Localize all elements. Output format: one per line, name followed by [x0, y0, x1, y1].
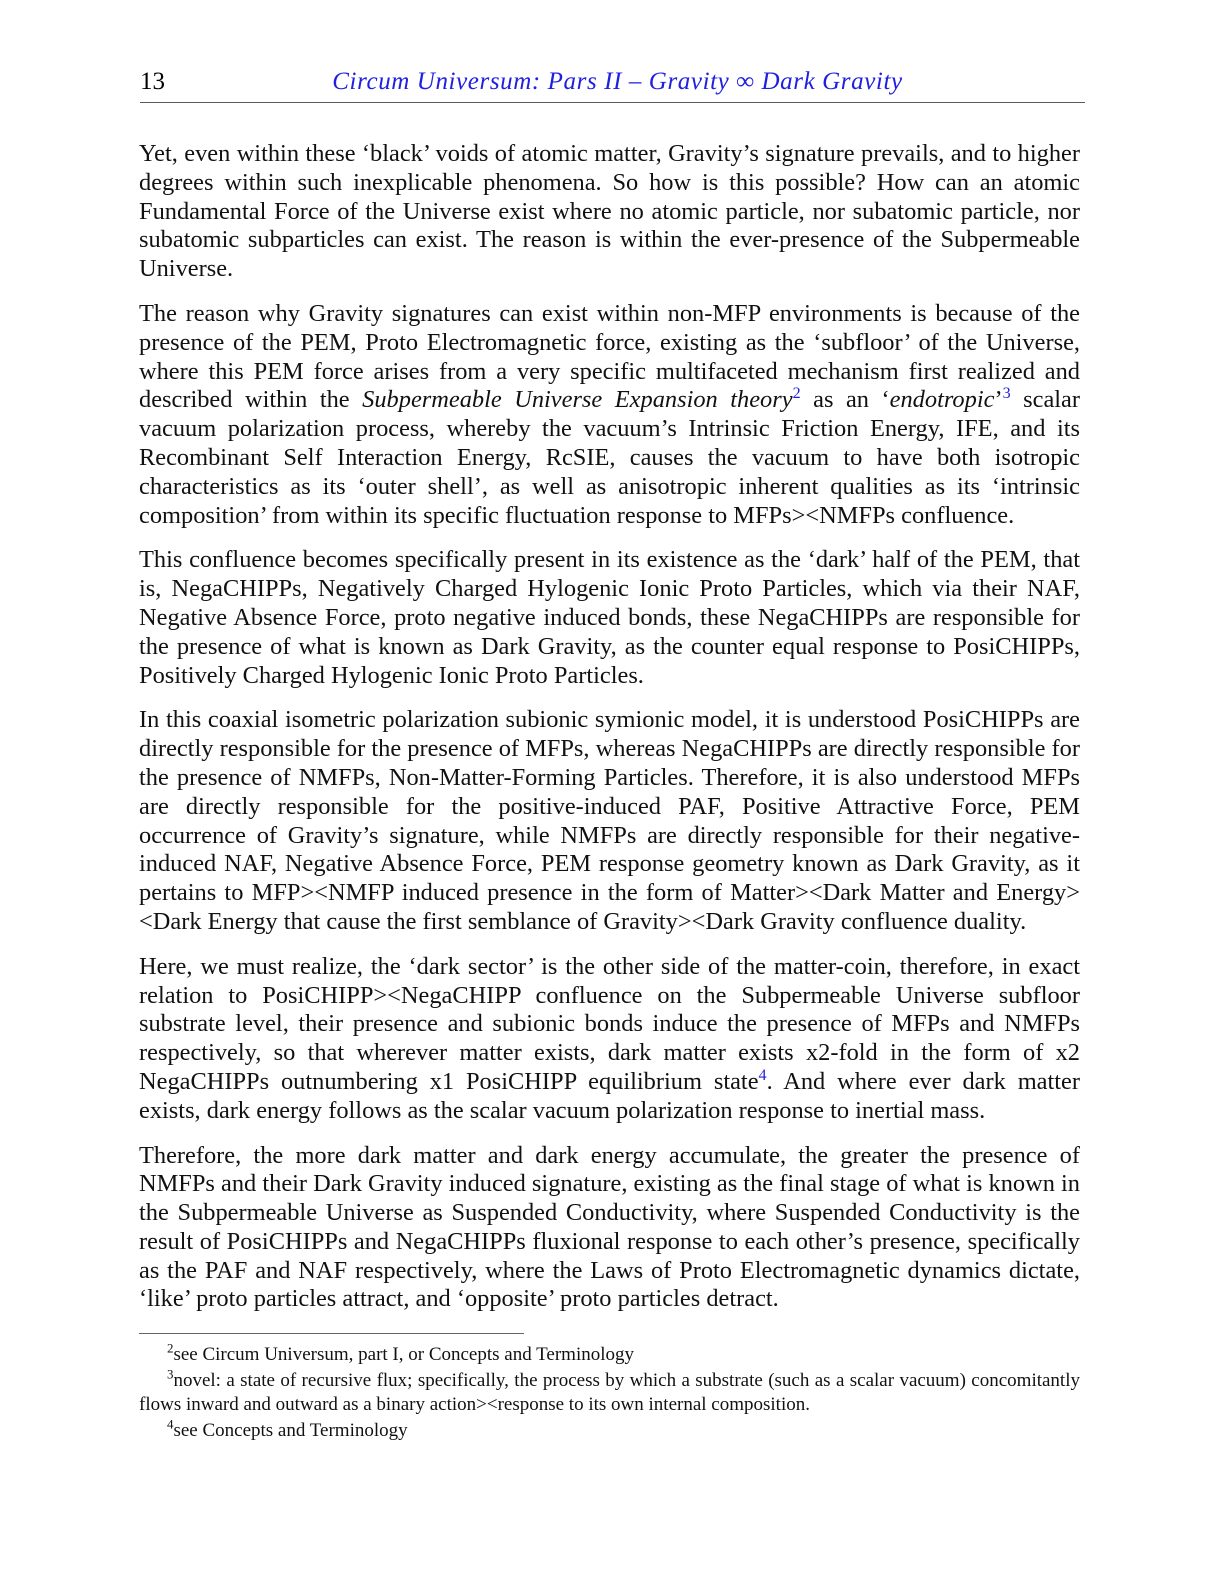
paragraph-5-text-b: . And where ever dark matter exists, dark energy follows as the scalar vacuum polarization response to inertial mass. [139, 1067, 1080, 1124]
footnote-3-marker: 3 [167, 1366, 174, 1382]
footnote-3-text: novel: a state of recursive flux; specifically, the process by which a substrate (such as a scalar vacuum) concomitantly flows inward and outward as a binary action><response to its own internal composition. [139, 1369, 1080, 1416]
paragraph-2-text-d: scalar vacuum polarization process, whereby the vacuum’s Intrinsic Friction Energy, IFE, and its Recombinant Self Interaction Energy, RcSIE, causes the vacuum to have both isotropic characteristics as its ‘outer shell’, as well as anisotropic inherent qualities as its ‘intrinsic composition’ from within its specific fluctuation response to MFPs><NMFPs confluence. [139, 386, 1080, 529]
footnote-marker-4[interactable]: 4 [758, 1066, 767, 1084]
footnote-4-text: see Concepts and Terminology [173, 1419, 408, 1441]
footnote-section [139, 1333, 1080, 1444]
paragraph-2 [139, 300, 1080, 530]
footnote-2-marker: 2 [167, 1340, 174, 1356]
footnote-2-text: see Circum Universum, part I, or Concepts and Terminology [173, 1344, 635, 1365]
header-rule [140, 102, 1085, 103]
footnote-marker-2[interactable]: 2 [792, 385, 801, 403]
paragraph-2-italic-title: Subpermeable Universe Expansion theory [362, 386, 793, 414]
paragraph-3: This confluence becomes specifically present in its existence as the ‘dark’ half of the PEM, that is, NegaCHIPPs, Negatively Charged Hylogenic Ionic Proto Particles, which via their NAF, Negative Absence Force, proto negative induced bonds, these NegaCHIPPs are responsible for the presence of what is known as Dark Gravity, as the counter equal response to PosiCHIPPs, Positively Charged Hylogenic Ionic Proto Particles. [139, 546, 1080, 689]
page-number: 13 [140, 68, 165, 95]
footnote-2 [139, 1340, 1080, 1368]
footnote-4-marker: 4 [167, 1416, 174, 1432]
paragraph-5-text-a: Here, we must realize, the ‘dark sector’ is the other side of the matter-coin, therefore, in exact relation to PosiCHIPP><NegaCHIPP confluence on the Subpermeable Universe subfloor substrate level, their presence and subionic bonds induce the presence of MFPs and NMFPs respectively, so that wherever matter exists, dark matter exists x2-fold in the form of x2 NegaCHIPPs outnumbering x1 PosiCHIPP equilibrium state [139, 952, 1080, 1095]
paragraph-2-italic-endotropic: endotropic [889, 386, 995, 414]
page-header [140, 68, 1085, 108]
paragraph-6: Therefore, the more dark matter and dark energy accumulate, the greater the presence of NMFPs and their Dark Gravity induced signature, existing as the final stage of what is known in the Subpermeable Universe as Suspended Conductivity, where Suspended Conductivity is the result of PosiCHIPPs and NegaCHIPPs fluxional response to each other’s presence, specifically as the PAF and NAF respectively, where the Laws of Proto Electromagnetic dynamics dictate, ‘like’ proto particles attract, and ‘opposite’ proto particles detract. [139, 1141, 1080, 1313]
body-text [139, 140, 1080, 1314]
running-title: Circum Universum: Pars II – Gravity ∞ Dark Gravity [332, 68, 903, 95]
paragraph-2-text-a: The reason why Gravity signatures can exist within non-MFP environments is because of the presence of the PEM, Proto Electromagnetic force, existing as the ‘subfloor’ of the Universe, where this PEM force arises from a very specific multifaceted mechanism first realized and described within the [139, 299, 1080, 414]
paragraph-1: Yet, even within these ‘black’ voids of atomic matter, Gravity’s signature prevails, and to higher degrees within such inexplicable phenomena. So how is this possible? How can an atomic Fundamental Force of the Universe exist where no atomic particle, nor subatomic particle, nor subatomic subparticles can exist. The reason is within the ever-presence of the Subpermeable Universe. [139, 140, 1080, 283]
footnote-marker-3[interactable]: 3 [1002, 385, 1011, 403]
footnote-rule [139, 1333, 524, 1334]
footnote-3 [139, 1366, 1080, 1418]
paragraph-2-text-b: as an ‘ [800, 386, 890, 414]
footnote-4 [139, 1416, 1080, 1444]
paragraph-5 [139, 953, 1080, 1126]
paragraph-4: In this coaxial isometric polarization subionic symionic model, it is understood PosiCHIPPs are directly responsible for the presence of MFPs, whereas NegaCHIPPs are directly responsible for the presence of NMFPs, Non-Matter-Forming Particles. Therefore, it is also understood MFPs are directly responsible for the positive-induced PAF, Positive Attractive Force, PEM occurrence of Gravity’s signature, while NMFPs are directly responsible for their negative-induced NAF, Negative Absence Force, PEM response geometry known as Dark Gravity, as it pertains to MFP><NMFP induced presence in the form of Matter><Dark Matter and Energy><Dark Energy that cause the first semblance of Gravity><Dark Gravity confluence duality. [139, 706, 1080, 935]
paragraph-2-text-c: ’ [994, 386, 1003, 414]
